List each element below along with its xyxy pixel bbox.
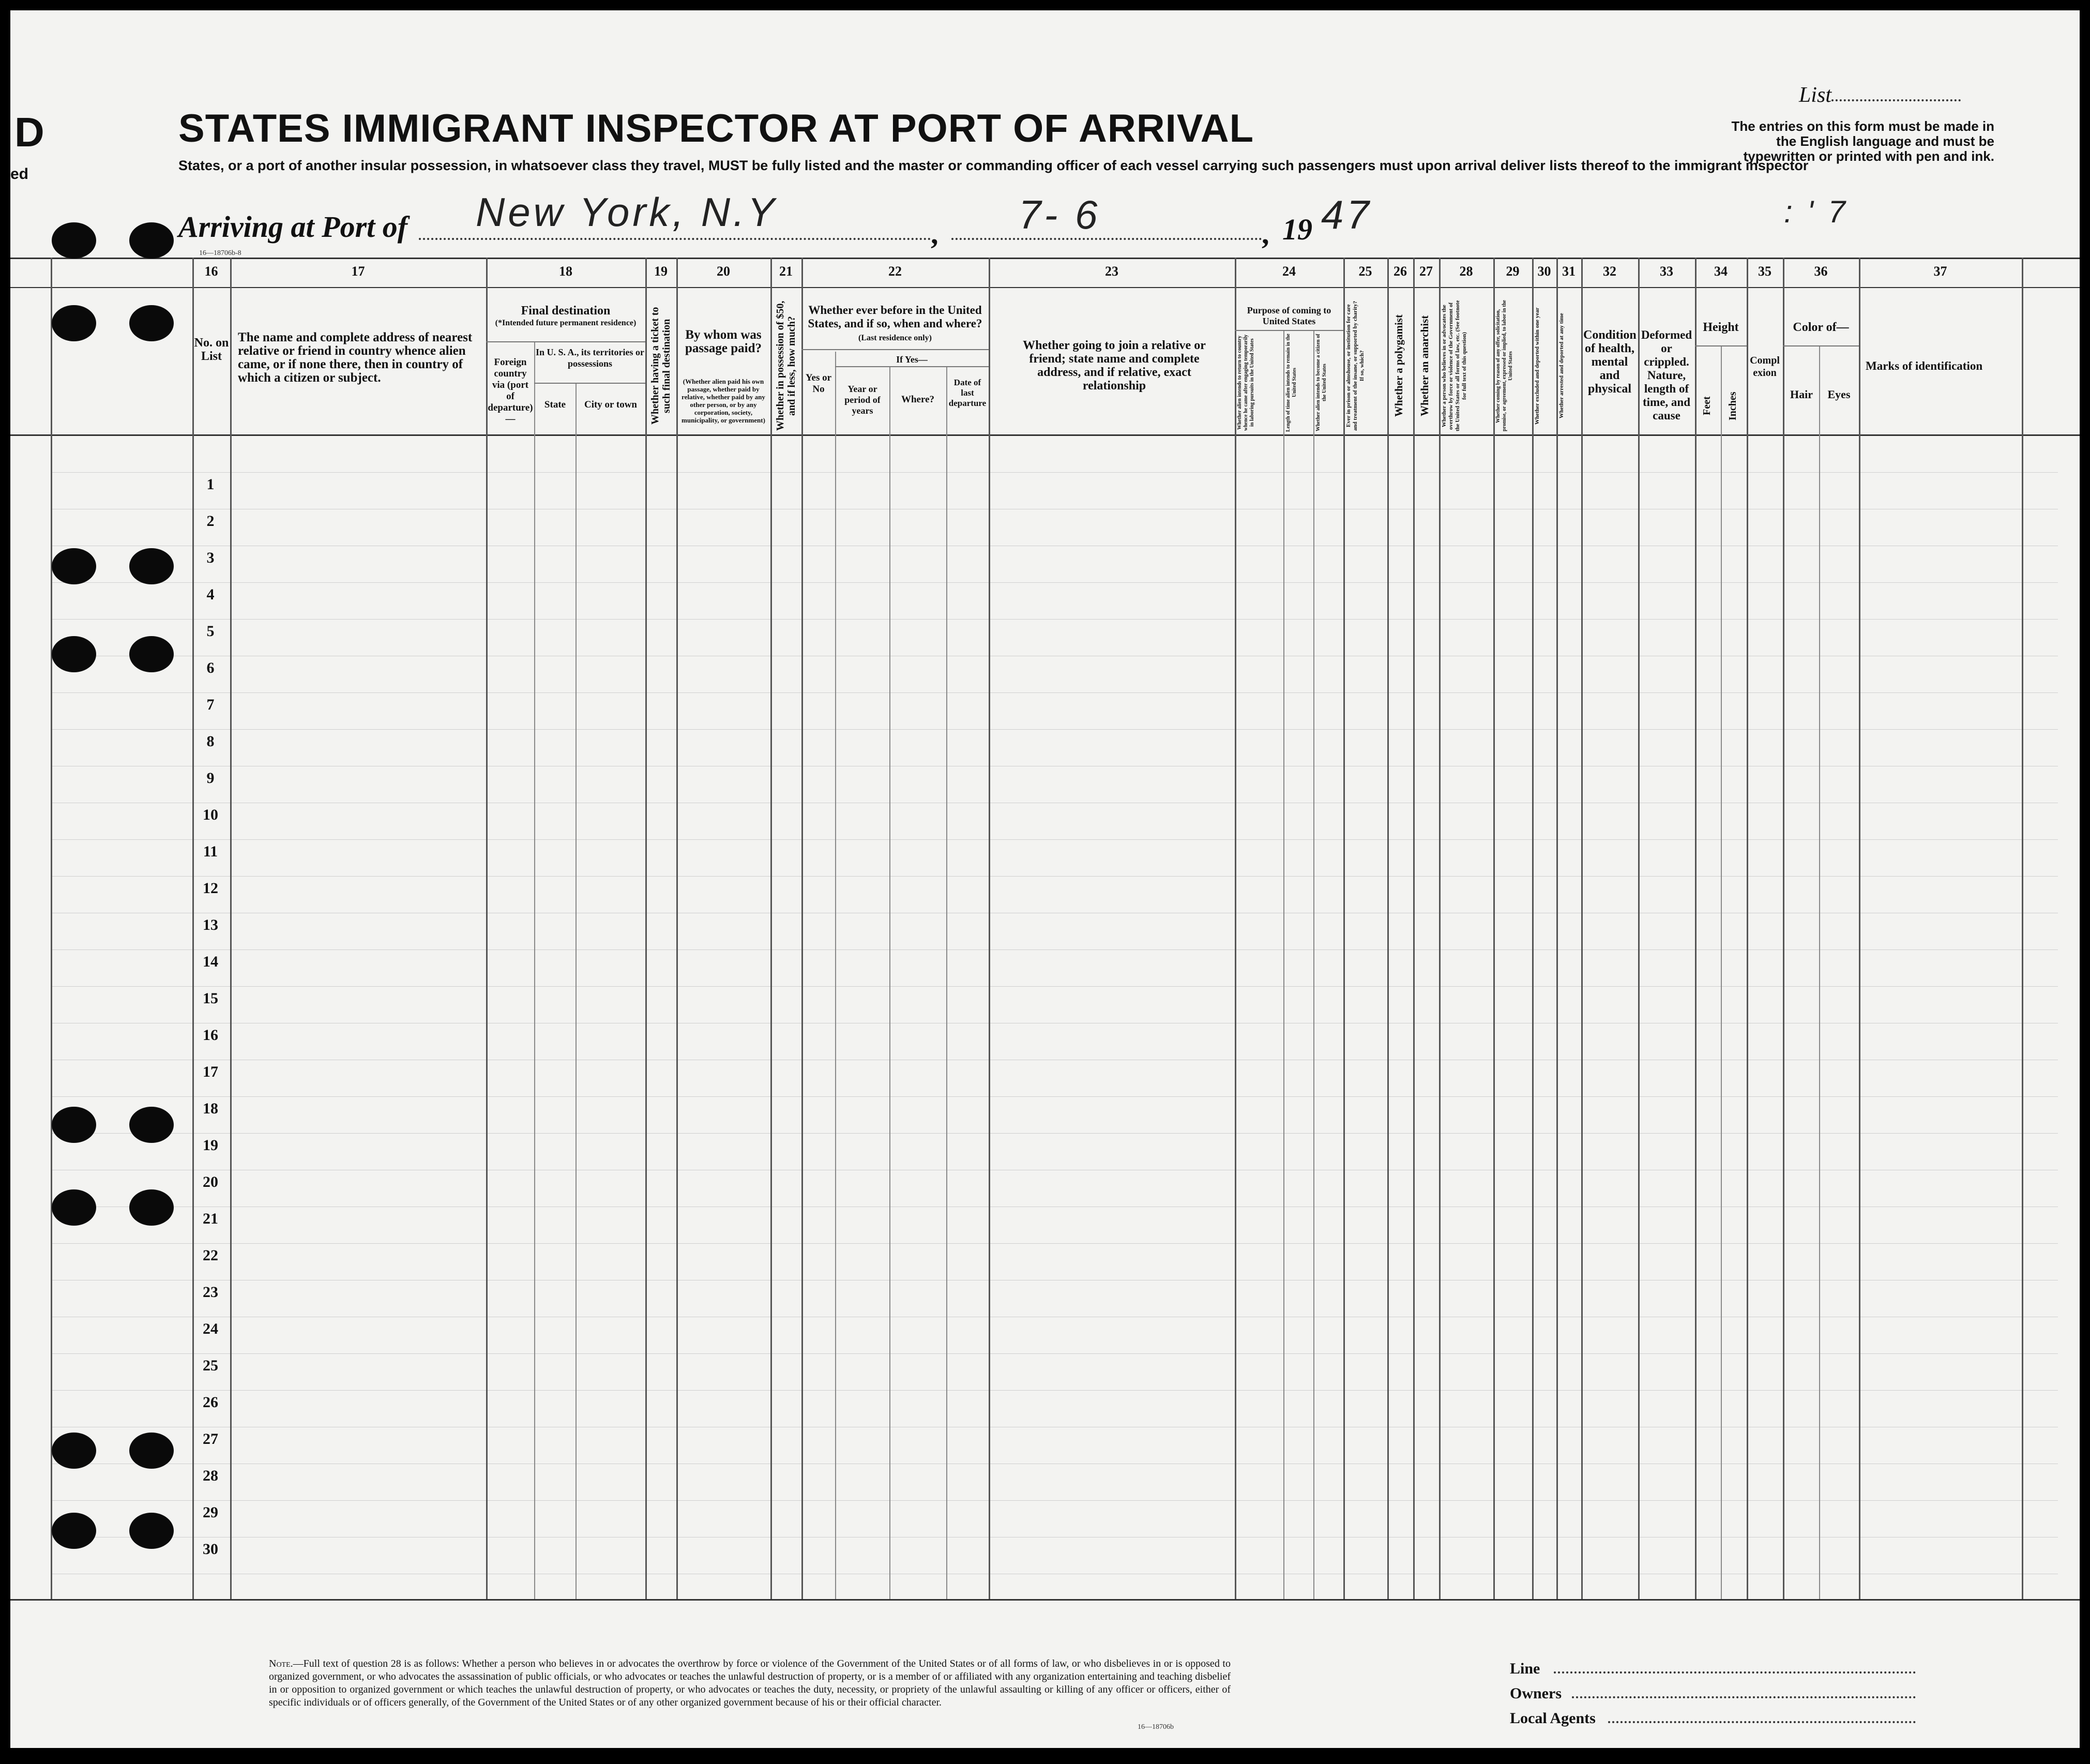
footnote <box>269 1657 1231 1709</box>
col-18-state: State <box>544 399 566 410</box>
row-number: 24 <box>203 1320 218 1337</box>
col-22-departure: Date of last departure <box>948 378 987 408</box>
row-number: 2 <box>206 512 215 530</box>
col-31-header: Whether arrested and deported at any time <box>1558 313 1565 419</box>
row-number: 9 <box>206 770 215 787</box>
row-number: 25 <box>203 1357 218 1374</box>
row-number: 12 <box>203 880 218 897</box>
local-agents-field[interactable] <box>1608 1721 1916 1723</box>
year-printed: 19 <box>1282 213 1312 246</box>
row-number: 13 <box>203 916 218 933</box>
port-handwritten: New York, N.Y <box>476 189 778 235</box>
row-number: 30 <box>203 1541 218 1558</box>
col-22-note: (Last residence only) <box>858 334 932 342</box>
col-30-header: Whether excluded and deported within one year <box>1534 307 1540 425</box>
col-29-header: Whether coming by reason of any offer, solicitation, promise, or agreement, expressed or implied, to labor in the United States <box>1495 300 1513 432</box>
col-num-32: 32 <box>1603 264 1616 279</box>
col-18-note: (*Intended future permanent residence) <box>495 319 637 327</box>
col-num-21: 21 <box>779 264 793 279</box>
row-number: 5 <box>206 623 215 640</box>
col-num-16: 16 <box>204 264 218 279</box>
col-num-28: 28 <box>1459 264 1473 279</box>
manifest-sheet <box>10 10 2080 1748</box>
row-number: 17 <box>203 1063 218 1080</box>
col-num-33: 33 <box>1660 264 1673 279</box>
col-22-if-yes: If Yes— <box>896 354 928 365</box>
col-num-37: 37 <box>1933 264 1947 279</box>
col-20-header: By whom was passage paid? <box>685 328 762 355</box>
col-18-foreign: Foreign country via (port of departure)— <box>488 357 533 425</box>
col-num-20: 20 <box>717 264 730 279</box>
row-number: 19 <box>203 1137 218 1154</box>
col-num-25: 25 <box>1358 264 1372 279</box>
col-18-header: Final destination <box>521 304 611 318</box>
col-34-inches: Inches <box>1727 391 1738 420</box>
form-number-top: 16—18706b-8 <box>199 249 241 257</box>
col-22-header: Whether ever before in the United States, and if so, when and where? <box>808 304 982 330</box>
owners-label: Owners <box>1510 1685 1562 1702</box>
line-label: Line <box>1510 1660 1540 1677</box>
col-num-29: 29 <box>1506 264 1520 279</box>
left-fragment-letter: D <box>14 109 44 155</box>
col-23-header: Whether going to join a relative or friend; state name and complete address, and if relative, exact relationship <box>1023 339 1206 393</box>
col-25-header: Ever in prison or almshouse, or institution for care and treatment of the insane, or supported by charity? If so, which? <box>1345 300 1365 431</box>
header-top-rule <box>10 258 2080 259</box>
col-num-18: 18 <box>559 264 572 279</box>
col-num-22: 22 <box>888 264 902 279</box>
col-num-36: 36 <box>1814 264 1828 279</box>
form-instructions: The entries on this form must be made in the English language and must be typewritten or printed with pen and ink. <box>1731 118 1994 164</box>
col-num-35: 35 <box>1758 264 1771 279</box>
table-bottom-rule <box>10 1599 2080 1601</box>
port-field[interactable] <box>419 238 931 240</box>
col-22-where: Where? <box>901 394 935 405</box>
col-26-header: Whether a polygamist <box>1392 314 1405 417</box>
row-number: 18 <box>203 1100 218 1117</box>
col-34-header: Height <box>1703 321 1739 334</box>
year-handwritten: 47 <box>1321 192 1372 237</box>
col-num-24: 24 <box>1282 264 1296 279</box>
col-num-34: 34 <box>1714 264 1728 279</box>
col-24-return: Whether alien intends to return to country whence he came after engaging temporarily in laboring pursuits in the United States <box>1237 334 1255 431</box>
form-number-bottom: 16—18706b <box>1138 1723 1174 1731</box>
col-num-30: 30 <box>1537 264 1551 279</box>
col-34-feet: Feet <box>1701 396 1713 416</box>
row-number: 22 <box>203 1247 218 1264</box>
col-num-19: 19 <box>654 264 668 279</box>
col-37-header: Marks of identification <box>1866 359 1983 372</box>
col-33-header: Deformed or crippled. Nature, length of time, and cause <box>1641 328 1692 422</box>
corner-mark: : ' 7 <box>1784 194 1849 229</box>
row-number: 6 <box>206 659 215 676</box>
left-fragment-text: ed <box>10 165 29 183</box>
col-17-header: The name and complete address of nearest relative or friend in country whence alien came, or if none there, then in country of which a citizen or subject. <box>238 330 473 385</box>
col-num-27: 27 <box>1419 264 1433 279</box>
col-24-citizen: Whether alien intends to become a citizen of the United States <box>1315 334 1327 432</box>
column-number-rule <box>10 287 2080 288</box>
col-32-header: Condition of health, mental and physical <box>1583 328 1637 396</box>
col-35-header-text: Complexion <box>1750 355 1780 379</box>
row-number: 29 <box>203 1504 218 1521</box>
col-24-header: Purpose of coming to United States <box>1247 305 1331 326</box>
row-number: 15 <box>203 990 218 1007</box>
col-28-header: Whether a person who believes in or advocates the overthrow by force or violence of the Government of the United States or all forms of law, etc. (See footnote for full text of this question) <box>1441 300 1467 432</box>
col-35-header <box>1748 354 1782 379</box>
row-number: 21 <box>203 1210 218 1227</box>
date-comma: , <box>1262 217 1269 250</box>
col-36-eyes: Eyes <box>1827 388 1851 401</box>
col-num-23: 23 <box>1105 264 1118 279</box>
col-21-header: Whether in possession of $50, and if less, how much? <box>775 300 797 431</box>
col-22-yes-no: Yes or No <box>805 372 832 395</box>
port-comma: , <box>931 217 938 250</box>
col-18-city: City or town <box>584 399 638 410</box>
line-field[interactable] <box>1554 1671 1916 1673</box>
col-36-hair: Hair <box>1790 388 1813 401</box>
col-27-header: Whether an anarchist <box>1418 315 1431 417</box>
row-number: 11 <box>203 843 218 860</box>
col-16-header: No. on List <box>194 336 229 363</box>
col-num-26: 26 <box>1394 264 1407 279</box>
header-bottom-rule <box>10 434 2080 436</box>
row-number: 8 <box>206 733 215 750</box>
col-22-years: Year or period of years <box>844 384 881 416</box>
row-number: 7 <box>206 696 215 713</box>
row-number: 4 <box>206 586 215 603</box>
row-number: 28 <box>203 1467 218 1484</box>
col-18-usa: In U. S. A., its territories or possessions <box>536 347 644 369</box>
local-agents-label: Local Agents <box>1510 1710 1596 1727</box>
col-num-17: 17 <box>351 264 365 279</box>
col-20-note: (Whether alien paid his own passage, whether paid by relative, whether paid by any other person, or by any corporation, society, municipality, or government) <box>681 378 765 424</box>
form-subtitle: States, or a port of another insular possession, in whatsoever class they travel, MUST be fully listed and the master or commanding officer of each vessel carrying such passengers must upon arrival deliver lists thereof to the immigrant inspector <box>178 158 1809 173</box>
row-number: 1 <box>206 476 215 493</box>
row-number: 27 <box>203 1430 218 1448</box>
col-24-length: Length of time alien intends to remain in the United States <box>1285 334 1297 432</box>
arriving-port-label: Arriving at Port of <box>178 210 408 244</box>
form-title: STATES IMMIGRANT INSPECTOR AT PORT OF ARRIVAL <box>178 107 1254 150</box>
row-number: 23 <box>203 1284 218 1301</box>
footnote-label: Note. <box>269 1658 293 1669</box>
row-number: 10 <box>203 806 218 823</box>
row-number: 26 <box>203 1394 218 1411</box>
col-19-header: Whether having a ticket to such final destination <box>649 307 672 425</box>
list-number-field[interactable] <box>1831 99 1961 101</box>
date-handwritten: 7- 6 <box>1019 192 1101 237</box>
date-field[interactable] <box>951 238 1262 240</box>
row-number: 20 <box>203 1173 218 1190</box>
row-number: 3 <box>206 549 215 566</box>
list-label: List <box>1798 83 1831 107</box>
col-36-header: Color of— <box>1793 321 1849 334</box>
row-number: 16 <box>203 1027 218 1044</box>
owners-field[interactable] <box>1572 1696 1916 1698</box>
row-number: 14 <box>203 953 218 970</box>
footnote-text: —Full text of question 28 is as follows: Whether a person who believes in or advocates the overthrow by force or violence of the Government of the United States or of all forms of law, or who disbelieves in or is opposed to organized government, or who advocates the assassination of public officials, or who advocates or teaches the unlawful destruction of property, or is a member of or affiliated with any organization entertaining and teaching disbelief in or opposition to organized government or which teaches the unlawful destruction of property, or who advocates or teaches the duty, necessity, or propriety of the unlawful assaulting or killing of any officer or officers, either of specific individuals or of officers generally, of the Government of the United States or of any other organized government because of his or their official character. <box>269 1658 1231 1708</box>
col-num-31: 31 <box>1562 264 1576 279</box>
